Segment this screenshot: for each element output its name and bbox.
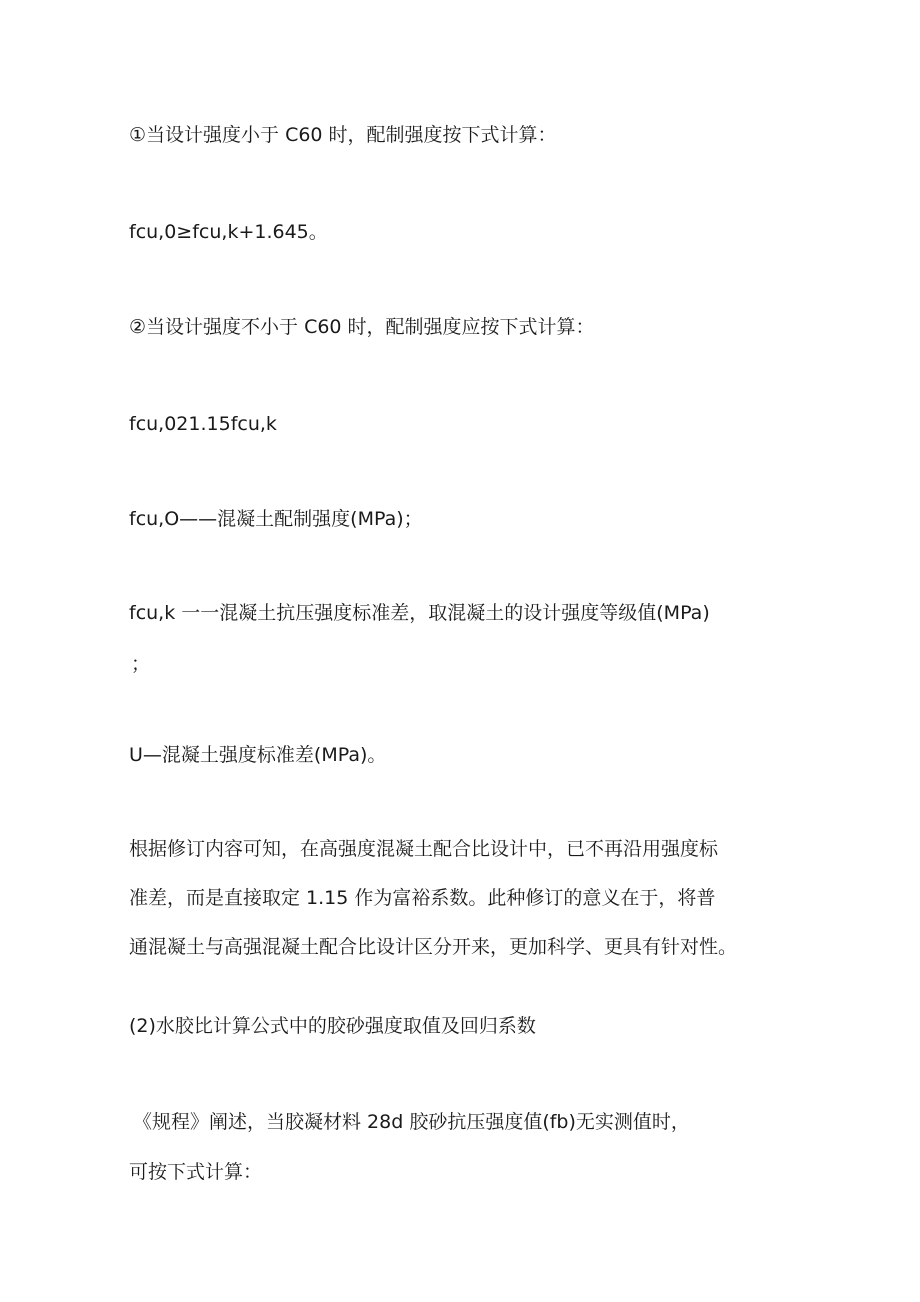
paragraph-condition-2: ②当设计强度不小于 C60 时，配制强度应按下式计算： [129,316,595,338]
regulation-paragraph-line-2: 可按下式计算： [129,1161,263,1183]
definition-fcu-o: fcu,O——混凝土配制强度(MPa)； [129,508,423,530]
body-paragraph-line-1: 根据修订内容可知，在高强度混凝土配合比设计中，已不再沿用强度标 [129,838,719,860]
section-heading: (2)水胶比计算公式中的胶砂强度取值及回归系数 [129,1015,536,1037]
paragraph-condition-1: ①当设计强度小于 C60 时，配制强度按下式计算： [129,124,557,146]
body-paragraph-line-2: 准差，而是直接取定 1.15 作为富裕系数。此种修订的意义在于，将普 [129,887,716,909]
body-paragraph-line-3: 通混凝土与高强混凝土配合比设计区分开来，更加科学、更具有针对性。 [129,936,738,958]
regulation-paragraph-line-1: 《规程》阐述，当胶凝材料 28d 胶砂抗压强度值(fb)无实测值时， [133,1111,690,1133]
formula-1: fcu,0≥fcu,k+1.645。 [129,221,328,243]
formula-2: fcu,021.15fcu,k [129,413,277,435]
definition-fcu-k-continuation: ； [131,653,151,675]
definition-u: U—混凝土强度标准差(MPa)。 [129,744,387,766]
definition-fcu-k: fcu,k 一一混凝土抗压强度标准差，取混凝土的设计强度等级值(MPa) [129,602,710,624]
